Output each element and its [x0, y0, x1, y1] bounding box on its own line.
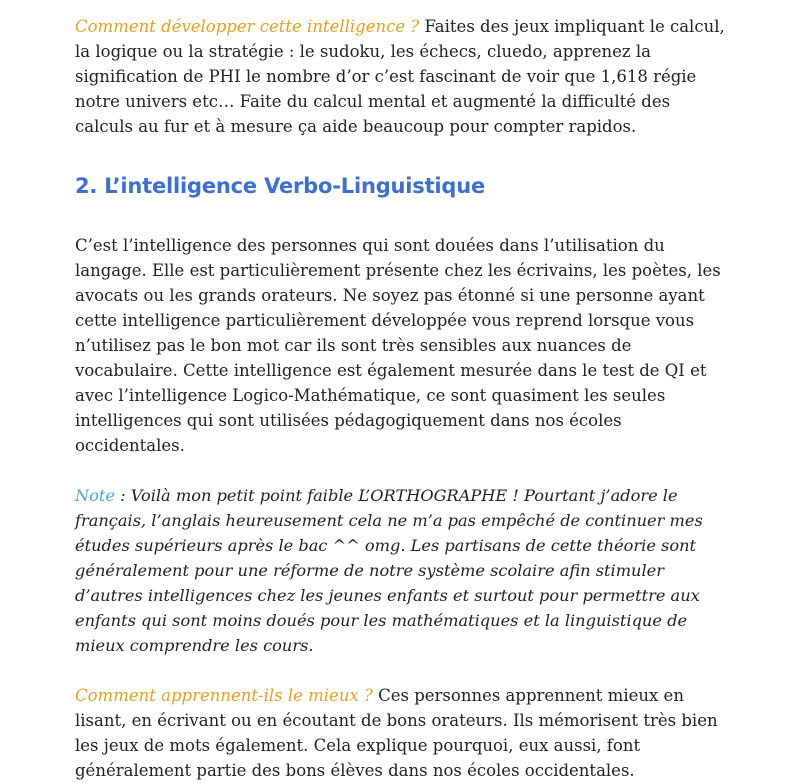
note-label: Note — [75, 486, 115, 505]
paragraph-learning — [75, 683, 731, 783]
paragraph-develop — [75, 14, 731, 139]
paragraph-definition: C’est l’intelligence des personnes qui sont douées dans l’utilisation du langage. Elle est particulièrement présente chez les écrivains, les poètes, les avocats ou les grands orateurs. Ne soyez pas étonné si une personne ayant cette intelligence particulièrement développée vous reprend lorsque vous n’utilisez pas le bon mot car ils sont très sensibles aux nuances de vocabulaire. Cette intelligence est également mesurée dans le test de QI et avec l’intelligence Logico-Mathématique, ce sont quasiment les seules intelligences qui sont utilisées pédagogiquement dans nos écoles occidentales. — [75, 236, 721, 455]
paragraph-lead: Comment apprennent-ils le mieux ? — [75, 686, 373, 705]
paragraph-text: Ces personnes apprennent mieux en lisant, en écrivant ou en écoutant de bons orateurs. Ils mémorisent très bien les jeux de mots également. Cela explique pourquoi, eux aussi, font généralement partie des bons élèves dans nos écoles occidentales. — [75, 686, 718, 780]
article-body — [75, 14, 731, 783]
section-heading: 2. L’intelligence Verbo-Linguistique — [75, 174, 486, 198]
note-text: : Voilà mon petit point faible L’ORTHOGRAPHE ! Pourtant j’adore le français, l’anglais heureusement cela ne m’a pas empêché de continuer mes études supérieurs après le bac ^^ omg. Les partisans de cette théorie sont généralement pour une réforme de notre système scolaire afin stimuler d’autres intelligences chez les jeunes enfants et surtout pour permettre aux enfants qui sont moins doués pour les mathématiques et la linguistique de mieux comprendre les cours. — [75, 486, 703, 655]
note-paragraph — [75, 483, 731, 658]
paragraph-lead: Comment développer cette intelligence ? — [75, 17, 420, 36]
paragraph-text: Faites des jeux impliquant le calcul, la logique ou la stratégie : le sudoku, les échecs, cluedo, apprenez la signification de PHI le nombre d’or c’est fascinant de voir que 1,618 régie notre univers etc… Faite du calcul mental et augmenté la difficulté des calculs au fur et à mesure ça aide beaucoup pour compter rapidos. — [75, 17, 725, 136]
